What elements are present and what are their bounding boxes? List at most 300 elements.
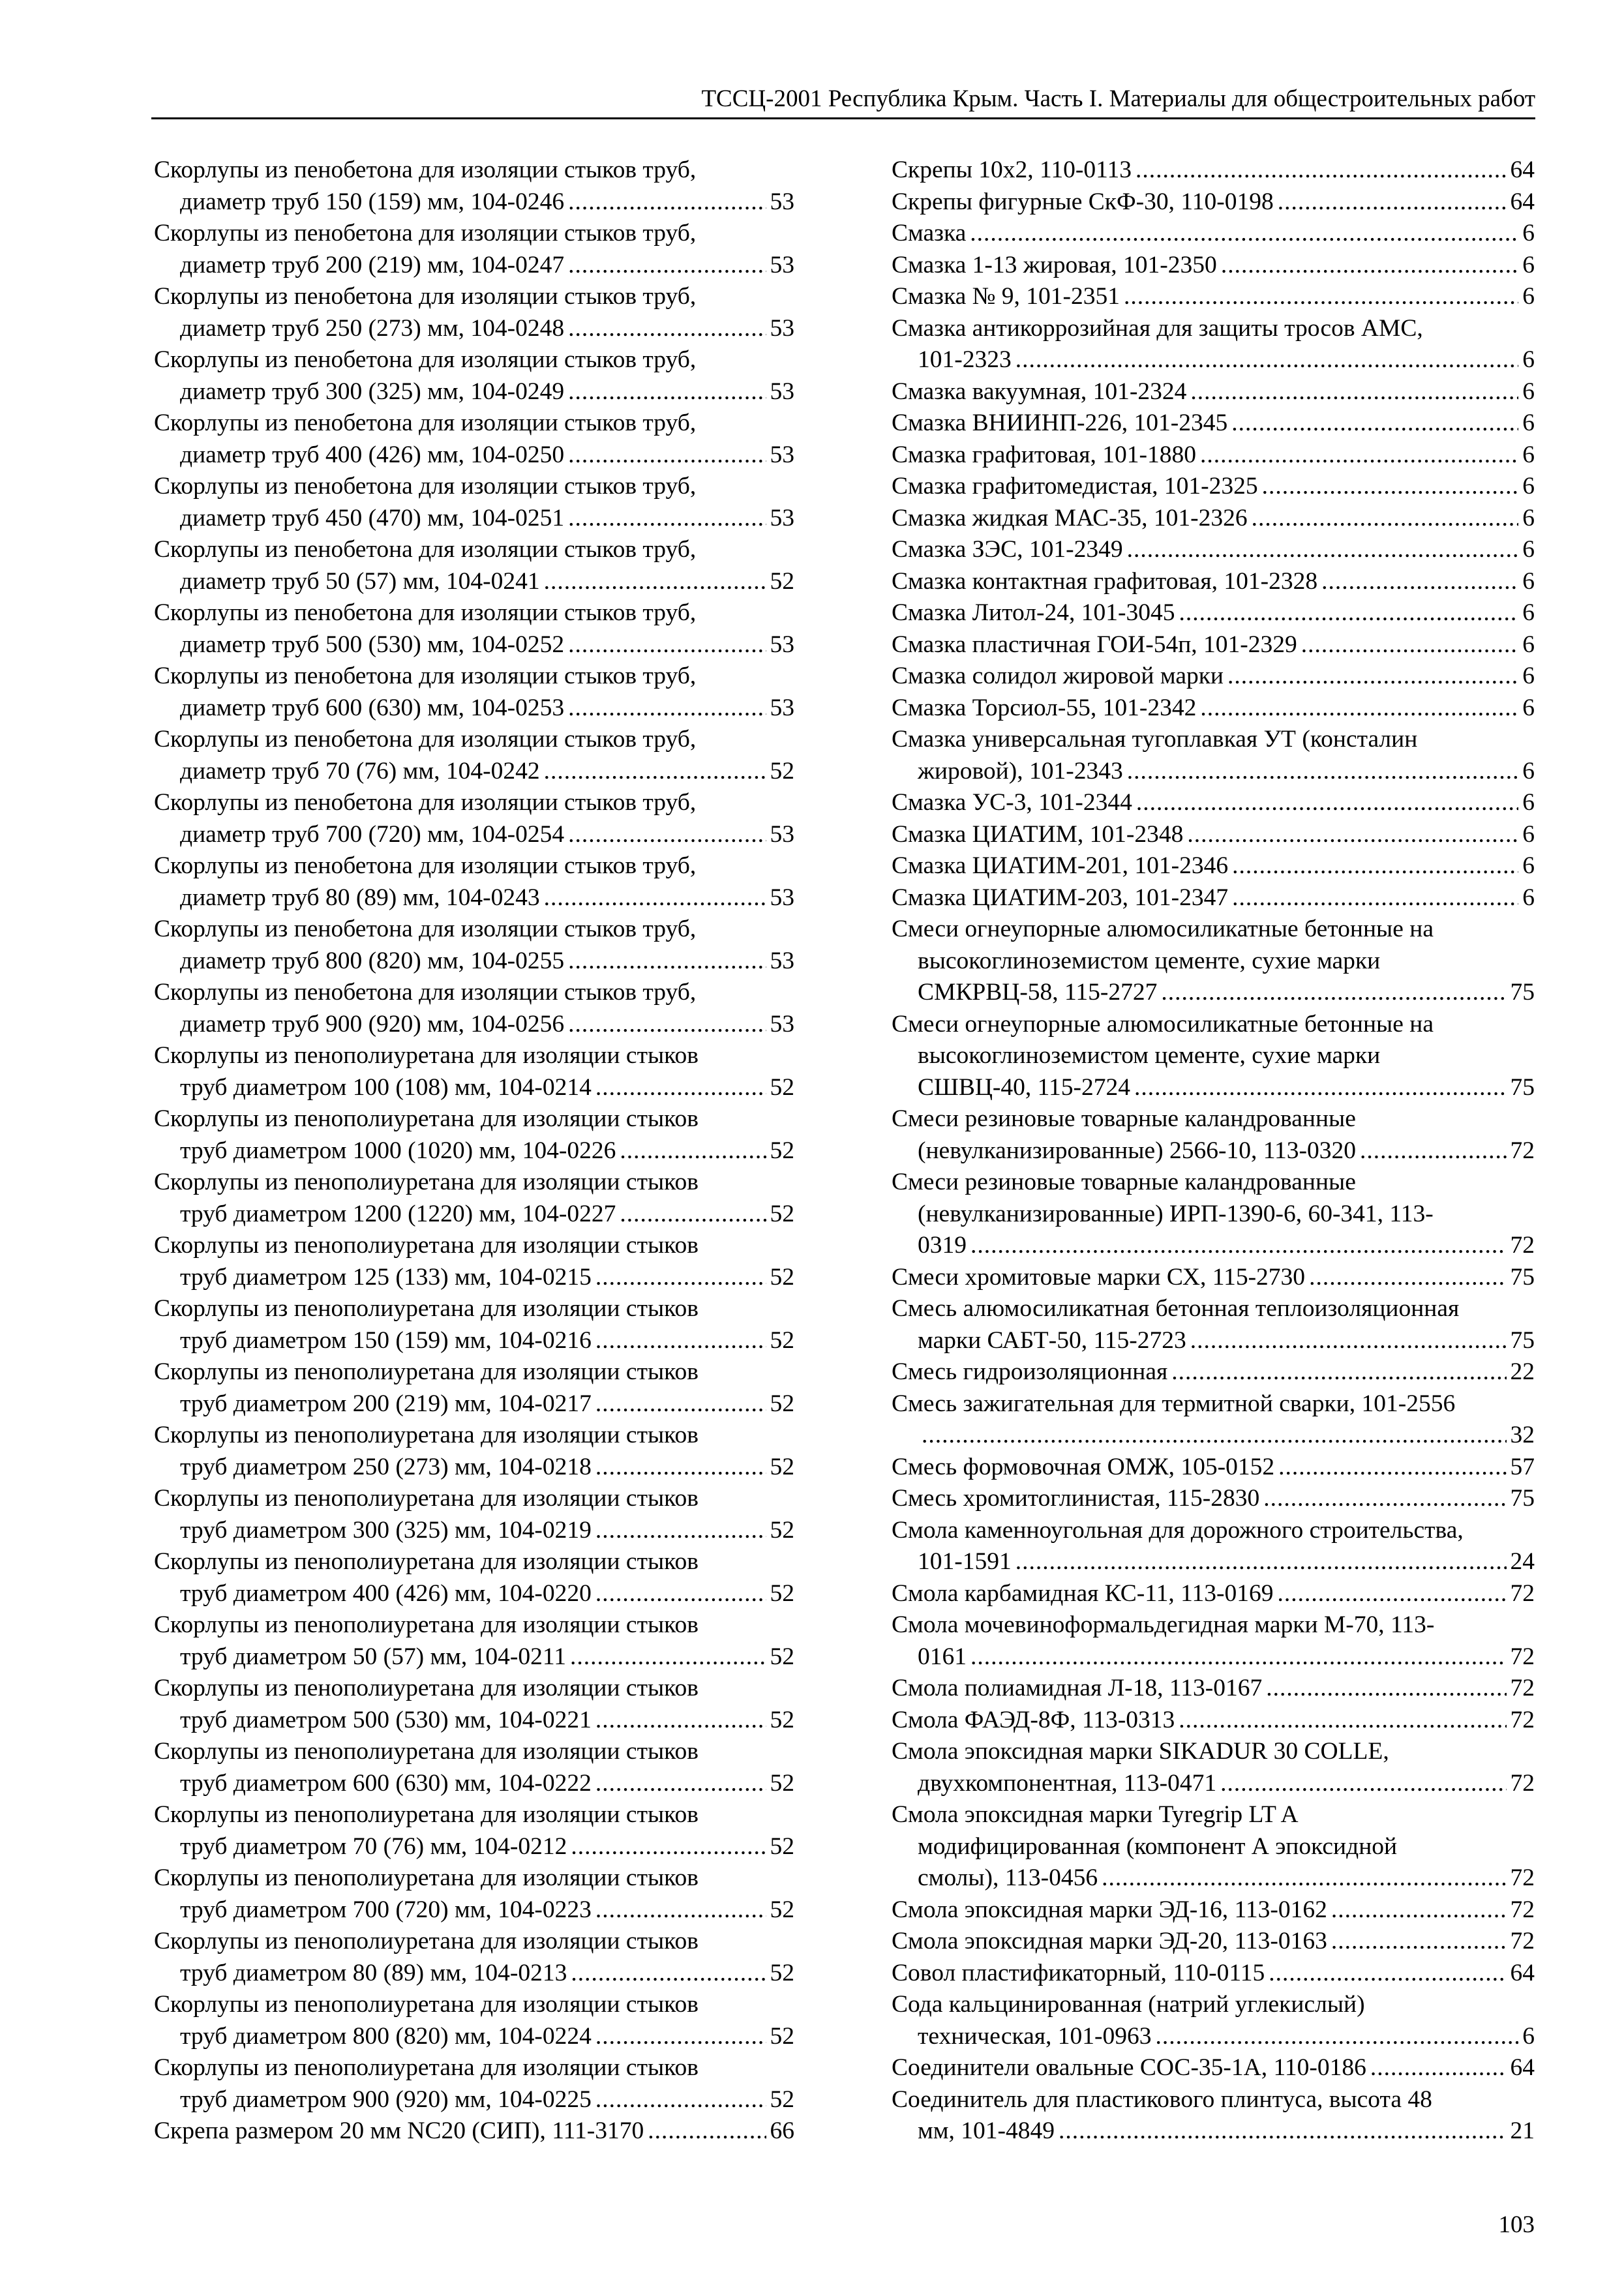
dot-leader bbox=[970, 1230, 1507, 1262]
dot-leader bbox=[1301, 629, 1518, 661]
dot-leader bbox=[620, 1135, 766, 1167]
entry-page-number: 72 bbox=[1510, 1706, 1535, 1733]
entry-text: труб диаметром 50 (57) мм, 104-0211 bbox=[180, 1643, 566, 1670]
entry-text: Скорлупы из пенобетона для изоляции стыков труб, bbox=[154, 789, 697, 816]
entry-text: модифицированная (компонент А эпоксидной bbox=[918, 1833, 1398, 1860]
entry-page-number: 52 bbox=[770, 1390, 794, 1417]
index-entry bbox=[154, 1103, 794, 1167]
entry-text: труб диаметром 1000 (1020) мм, 104-0226 bbox=[180, 1137, 616, 1164]
entry-text: 0161 bbox=[918, 1643, 967, 1670]
entry-page-number: 52 bbox=[770, 1833, 794, 1860]
entry-text: Смазка УС-3, 101-2344 bbox=[892, 789, 1132, 816]
dot-leader bbox=[970, 1641, 1507, 1673]
index-entry bbox=[892, 313, 1535, 376]
entry-page-number: 53 bbox=[770, 694, 794, 721]
entry-text: труб диаметром 900 (920) мм, 104-0225 bbox=[180, 2086, 592, 2113]
entry-text: Скорлупы из пенополиуретана для изоляции стыков bbox=[154, 1738, 699, 1765]
dot-leader bbox=[1015, 344, 1519, 376]
entry-text: Смола мочевиноформальдегидная марки М-70, 113- bbox=[892, 1611, 1435, 1638]
entry-page-number: 66 bbox=[770, 2117, 794, 2144]
index-entry bbox=[154, 850, 794, 914]
entry-page-number: 72 bbox=[1510, 1864, 1535, 1891]
entry-page-number: 6 bbox=[1522, 631, 1535, 658]
dot-leader bbox=[544, 882, 766, 914]
index-entry bbox=[892, 629, 1535, 661]
entry-text: Скорлупы из пенополиуретана для изоляции стыков bbox=[154, 1675, 699, 1701]
dot-leader bbox=[1156, 2021, 1519, 2053]
entry-text: диаметр труб 500 (530) мм, 104-0252 bbox=[180, 631, 565, 658]
entry-text: Скорлупы из пенополиуретана для изоляции стыков bbox=[154, 1548, 699, 1575]
entry-page-number: 75 bbox=[1510, 1485, 1535, 1512]
entry-text: Совол пластификаторный, 110-0115 bbox=[892, 1959, 1265, 1986]
entry-page-number: 6 bbox=[1522, 694, 1535, 721]
entry-text: мм, 101-4849 bbox=[918, 2117, 1055, 2144]
entry-text: Смазка антикоррозийная для защиты тросов АМС, bbox=[892, 314, 1423, 342]
entry-text: Скорлупы из пенобетона для изоляции стыков труб, bbox=[154, 346, 697, 373]
dot-leader bbox=[1309, 1262, 1506, 1294]
entry-page-number: 6 bbox=[1522, 441, 1535, 468]
entry-text: труб диаметром 800 (820) мм, 104-0224 bbox=[180, 2022, 592, 2050]
entry-text: диаметр труб 150 (159) мм, 104-0246 bbox=[180, 188, 565, 215]
entry-page-number: 64 bbox=[1510, 2054, 1535, 2081]
index-entry bbox=[892, 1388, 1535, 1452]
entry-page-number: 6 bbox=[1522, 757, 1535, 785]
dot-leader bbox=[568, 946, 766, 978]
entry-page-number: 6 bbox=[1522, 663, 1535, 689]
entry-text: Скорлупы из пенополиуретана для изоляции стыков bbox=[154, 1232, 699, 1259]
entry-page-number: 72 bbox=[1510, 1896, 1535, 1923]
index-entry bbox=[892, 155, 1535, 187]
entry-text: высокоглиноземистом цементе, сухие марки bbox=[918, 1042, 1381, 1069]
entry-page-number: 6 bbox=[1522, 346, 1535, 373]
dot-leader bbox=[1232, 850, 1518, 882]
entry-text: Скорлупы из пенополиуретана для изоляции стыков bbox=[154, 1611, 699, 1638]
dot-leader bbox=[568, 376, 766, 408]
entry-text: Смеси резиновые товарные каландрованные bbox=[892, 1105, 1356, 1132]
dot-leader bbox=[1015, 1546, 1507, 1578]
dot-leader bbox=[1231, 408, 1518, 440]
entry-text: Скорлупы из пенобетона для изоляции стыков труб, bbox=[154, 979, 697, 1006]
index-entry bbox=[892, 1926, 1535, 1958]
entry-text: Скорлупы из пенобетона для изоляции стыков труб, bbox=[154, 726, 697, 753]
index-entry bbox=[892, 1356, 1535, 1388]
index-entry bbox=[892, 1483, 1535, 1515]
index-entry bbox=[892, 1293, 1535, 1356]
index-entry bbox=[892, 724, 1535, 787]
entry-page-number: 6 bbox=[1522, 220, 1535, 247]
entry-page-number: 53 bbox=[770, 378, 794, 405]
index-entry bbox=[892, 1673, 1535, 1705]
index-entry bbox=[154, 218, 794, 281]
entry-page-number: 52 bbox=[770, 757, 794, 785]
entry-page-number: 53 bbox=[770, 820, 794, 848]
index-entry bbox=[892, 2052, 1535, 2084]
entry-text: Смазка графитовая, 101-1880 bbox=[892, 441, 1196, 468]
index-entry bbox=[892, 693, 1535, 725]
index-entry bbox=[154, 1799, 794, 1863]
index-entry bbox=[892, 1736, 1535, 1799]
entry-text: Смесь гидроизоляционная bbox=[892, 1358, 1168, 1385]
dot-leader bbox=[1321, 566, 1518, 598]
entry-text: Смесь формовочная ОМЖ, 105-0152 bbox=[892, 1453, 1275, 1480]
entry-text: Смола эпоксидная марки ЭД-16, 113-0162 bbox=[892, 1896, 1327, 1923]
entry-text: диаметр труб 700 (720) мм, 104-0254 bbox=[180, 820, 565, 848]
index-entry bbox=[892, 503, 1535, 535]
entry-text: Скорлупы из пенополиуретана для изоляции стыков bbox=[154, 1991, 699, 2018]
index-entry bbox=[154, 977, 794, 1040]
entry-text: Скорлупы из пенополиуретана для изоляции стыков bbox=[154, 1105, 699, 1132]
entry-page-number: 52 bbox=[770, 2086, 794, 2113]
dot-leader bbox=[1135, 155, 1507, 187]
entry-text: жировой), 101-2343 bbox=[918, 757, 1123, 785]
entry-text: Смеси огнеупорные алюмосиликатные бетонные на bbox=[892, 916, 1434, 942]
entry-text: диаметр труб 80 (89) мм, 104-0243 bbox=[180, 884, 540, 911]
index-entry bbox=[154, 1420, 794, 1483]
entry-page-number: 24 bbox=[1510, 1548, 1535, 1575]
entry-page-number: 6 bbox=[1522, 567, 1535, 595]
dot-leader bbox=[595, 1515, 766, 1547]
entry-text: Смола полиамидная Л-18, 113-0167 bbox=[892, 1675, 1263, 1701]
dot-leader bbox=[970, 218, 1518, 250]
entry-page-number: 52 bbox=[770, 1263, 794, 1291]
index-entry bbox=[154, 1736, 794, 1799]
dot-leader bbox=[595, 1325, 766, 1357]
entry-page-number: 53 bbox=[770, 1010, 794, 1038]
dot-leader bbox=[1200, 440, 1518, 471]
dot-leader bbox=[1331, 1926, 1507, 1958]
entry-text: Смазка ЦИАТИМ, 101-2348 bbox=[892, 820, 1184, 848]
entry-text: Смола эпоксидная марки Tyregrip LT A bbox=[892, 1801, 1299, 1828]
dot-leader bbox=[1278, 187, 1507, 218]
dot-leader bbox=[544, 756, 766, 788]
dot-leader bbox=[595, 1262, 766, 1294]
dot-leader bbox=[568, 629, 766, 661]
entry-text: труб диаметром 100 (108) мм, 104-0214 bbox=[180, 1073, 592, 1101]
index-entry bbox=[892, 787, 1535, 819]
entry-text: Скрепа размером 20 мм NC20 (СИП), 111-3170 bbox=[154, 2117, 644, 2144]
entry-text: труб диаметром 80 (89) мм, 104-0213 bbox=[180, 1959, 567, 1986]
entry-text: Смола эпоксидная марки ЭД-20, 113-0163 bbox=[892, 1928, 1327, 1954]
dot-leader bbox=[595, 1452, 766, 1484]
dot-leader bbox=[1269, 1958, 1506, 1990]
index-entry bbox=[892, 1452, 1535, 1484]
entry-text: труб диаметром 400 (426) мм, 104-0220 bbox=[180, 1579, 592, 1607]
index-entry bbox=[892, 1958, 1535, 1990]
index-entry bbox=[892, 376, 1535, 408]
dot-leader bbox=[1187, 819, 1518, 851]
entry-page-number: 6 bbox=[1522, 2022, 1535, 2050]
index-entry bbox=[154, 787, 794, 850]
dot-leader bbox=[1171, 1356, 1506, 1388]
entry-text: труб диаметром 500 (530) мм, 104-0221 bbox=[180, 1706, 592, 1733]
entry-page-number: 6 bbox=[1522, 820, 1535, 848]
entry-page-number: 64 bbox=[1510, 157, 1535, 183]
entry-page-number: 52 bbox=[770, 1137, 794, 1164]
entry-page-number: 53 bbox=[770, 314, 794, 342]
entry-text: Скорлупы из пенополиуретана для изоляции стыков bbox=[154, 1422, 699, 1448]
dot-leader bbox=[1278, 1452, 1506, 1484]
entry-text: труб диаметром 150 (159) мм, 104-0216 bbox=[180, 1326, 592, 1354]
entry-page-number: 22 bbox=[1510, 1358, 1535, 1385]
entry-text: Смазка графитомедистая, 101-2325 bbox=[892, 473, 1258, 500]
index-entry bbox=[154, 534, 794, 597]
entry-text: Смола карбамидная КС-11, 113-0169 bbox=[892, 1579, 1274, 1607]
entry-text: труб диаметром 300 (325) мм, 104-0219 bbox=[180, 1516, 592, 1544]
entry-text: Скорлупы из пенополиуретана для изоляции стыков bbox=[154, 2054, 699, 2081]
entry-text: марки САБТ-50, 115-2723 bbox=[918, 1326, 1186, 1354]
dot-leader bbox=[595, 1578, 766, 1610]
entry-text: Смазка bbox=[892, 220, 967, 247]
dot-leader bbox=[568, 503, 766, 535]
entry-text: Смазка ЦИАТИМ-201, 101-2346 bbox=[892, 852, 1229, 879]
entry-text: Скорлупы из пенобетона для изоляции стыков труб, bbox=[154, 157, 697, 183]
entry-page-number: 52 bbox=[770, 2022, 794, 2050]
dot-leader bbox=[544, 566, 766, 598]
entry-page-number: 52 bbox=[770, 1326, 794, 1354]
dot-leader bbox=[1127, 534, 1519, 566]
dot-leader bbox=[595, 1894, 766, 1926]
entry-text: смолы), 113-0456 bbox=[918, 1864, 1098, 1891]
entry-text: труб диаметром 200 (219) мм, 104-0217 bbox=[180, 1390, 592, 1417]
index-entry bbox=[154, 1040, 794, 1103]
entry-text: диаметр труб 70 (76) мм, 104-0242 bbox=[180, 757, 540, 785]
index-entry bbox=[154, 1483, 794, 1546]
dot-leader bbox=[568, 693, 766, 725]
index-entry bbox=[892, 408, 1535, 440]
entry-page-number: 72 bbox=[1510, 1643, 1535, 1670]
entry-text: Смазка пластичная ГОИ-54п, 101-2329 bbox=[892, 631, 1297, 658]
entry-text: Смесь алюмосиликатная бетонная теплоизоляционная bbox=[892, 1295, 1460, 1322]
entry-page-number: 53 bbox=[770, 884, 794, 911]
dot-leader bbox=[595, 2021, 766, 2053]
entry-text: Скорлупы из пенобетона для изоляции стыков труб, bbox=[154, 916, 697, 942]
dot-leader bbox=[620, 1199, 766, 1231]
entry-text: Смазка жидкая МАС-35, 101-2326 bbox=[892, 504, 1248, 531]
index-entry bbox=[892, 1894, 1535, 1926]
dot-leader bbox=[1227, 661, 1518, 693]
dot-leader bbox=[570, 1641, 766, 1673]
entry-page-number: 6 bbox=[1522, 473, 1535, 500]
entry-text: диаметр труб 50 (57) мм, 104-0241 bbox=[180, 567, 540, 595]
entry-text: Скорлупы из пенобетона для изоляции стыков труб, bbox=[154, 599, 697, 626]
dot-leader bbox=[1266, 1673, 1506, 1705]
entry-text: Скорлупы из пенобетона для изоляции стыков труб, bbox=[154, 410, 697, 436]
entry-text: Скорлупы из пенополиуретана для изоляции стыков bbox=[154, 1485, 699, 1512]
index-entry bbox=[892, 819, 1535, 851]
index-entry bbox=[892, 187, 1535, 218]
dot-leader bbox=[1360, 1135, 1506, 1167]
dot-leader bbox=[568, 440, 766, 471]
entry-text: Смазка вакуумная, 101-2324 bbox=[892, 378, 1187, 405]
entry-page-number: 53 bbox=[770, 251, 794, 278]
entry-page-number: 72 bbox=[1510, 1928, 1535, 1954]
entry-text: Смеси хромитовые марки СХ, 115-2730 bbox=[892, 1263, 1306, 1291]
index-entry bbox=[154, 1673, 794, 1736]
index-entry bbox=[892, 218, 1535, 250]
dot-leader bbox=[1059, 2116, 1507, 2147]
index-entry bbox=[892, 1009, 1535, 1104]
entry-text: Смазка Торсиол-55, 101-2342 bbox=[892, 694, 1197, 721]
entry-text: Соединители овальные СОС-35-1А, 110-0186 bbox=[892, 2054, 1366, 2081]
entry-text: Скорлупы из пенополиуретана для изоляции стыков bbox=[154, 1169, 699, 1195]
index-entry bbox=[892, 281, 1535, 313]
entry-page-number: 75 bbox=[1510, 979, 1535, 1006]
entry-text: Скорлупы из пенобетона для изоляции стыков труб, bbox=[154, 536, 697, 563]
entry-text: Сода кальцинированная (натрий углекислый) bbox=[892, 1991, 1365, 2018]
index-entry bbox=[892, 850, 1535, 882]
entry-page-number: 75 bbox=[1510, 1263, 1535, 1291]
entry-text: Смесь зажигательная для термитной сварки, 101-2556 bbox=[892, 1390, 1456, 1417]
index-entry bbox=[892, 2084, 1535, 2147]
entry-page-number: 53 bbox=[770, 947, 794, 974]
entry-text: Смазка универсальная тугоплавкая УТ (консталин bbox=[892, 726, 1418, 753]
entry-page-number: 6 bbox=[1522, 283, 1535, 310]
index-entry bbox=[154, 1230, 794, 1293]
entry-text: Смазка ЦИАТИМ-203, 101-2347 bbox=[892, 884, 1229, 911]
entry-page-number: 6 bbox=[1522, 789, 1535, 816]
entry-text: Смесь хромитоглинистая, 115-2830 bbox=[892, 1485, 1260, 1512]
index-entry bbox=[892, 440, 1535, 471]
entry-text: Скорлупы из пенобетона для изоляции стыков труб, bbox=[154, 283, 697, 310]
entry-text: Смола ФАЭД-8Ф, 113-0313 bbox=[892, 1706, 1175, 1733]
entry-page-number: 6 bbox=[1522, 410, 1535, 436]
entry-text: диаметр труб 250 (273) мм, 104-0248 bbox=[180, 314, 565, 342]
entry-text: высокоглиноземистом цементе, сухие марки bbox=[918, 947, 1381, 974]
entry-page-number: 53 bbox=[770, 504, 794, 531]
header-title: ТССЦ-2001 Республика Крым. Часть I. Материалы для общестроительных работ bbox=[701, 85, 1535, 112]
entry-text: труб диаметром 700 (720) мм, 104-0223 bbox=[180, 1896, 592, 1923]
entry-page-number: 64 bbox=[1510, 188, 1535, 215]
entry-text: диаметр труб 400 (426) мм, 104-0250 bbox=[180, 441, 565, 468]
entry-page-number: 52 bbox=[770, 1643, 794, 1670]
dot-leader bbox=[1262, 471, 1519, 503]
entry-page-number: 21 bbox=[1510, 2117, 1535, 2144]
entry-page-number: 52 bbox=[770, 1073, 794, 1101]
entry-text: диаметр труб 800 (820) мм, 104-0255 bbox=[180, 947, 565, 974]
entry-page-number: 52 bbox=[770, 1516, 794, 1544]
entry-text: Смола каменноугольная для дорожного строительства, bbox=[892, 1516, 1464, 1544]
index-entry bbox=[154, 1167, 794, 1230]
entry-page-number: 64 bbox=[1510, 1959, 1535, 1986]
dot-leader bbox=[1134, 1072, 1506, 1104]
entry-text: труб диаметром 600 (630) мм, 104-0222 bbox=[180, 1769, 592, 1797]
entry-text: Смазка Литол-24, 101-3045 bbox=[892, 599, 1175, 626]
entry-page-number: 72 bbox=[1510, 1232, 1535, 1259]
entry-text: Смазка солидол жировой марки bbox=[892, 663, 1224, 689]
dot-leader bbox=[1102, 1863, 1506, 1894]
index-entry bbox=[154, 597, 794, 661]
entry-page-number: 52 bbox=[770, 1579, 794, 1607]
entry-text: СМКРВЦ-58, 115-2727 bbox=[918, 979, 1158, 1006]
entry-text: труб диаметром 70 (76) мм, 104-0212 bbox=[180, 1833, 567, 1860]
entry-text: труб диаметром 125 (133) мм, 104-0215 bbox=[180, 1263, 592, 1291]
dot-leader bbox=[1127, 756, 1519, 788]
index-entry bbox=[892, 250, 1535, 282]
entry-text: Смеси огнеупорные алюмосиликатные бетонные на bbox=[892, 1010, 1434, 1038]
entry-text: диаметр труб 300 (325) мм, 104-0249 bbox=[180, 378, 565, 405]
entry-text: 0319 bbox=[918, 1232, 967, 1259]
index-entry bbox=[892, 882, 1535, 914]
entry-text: Скорлупы из пенополиуретана для изоляции стыков bbox=[154, 1358, 699, 1385]
index-entry bbox=[154, 1356, 794, 1420]
entry-page-number: 72 bbox=[1510, 1769, 1535, 1797]
index-entry bbox=[892, 1103, 1535, 1167]
entry-page-number: 53 bbox=[770, 441, 794, 468]
entry-text: техническая, 101-0963 bbox=[918, 2022, 1152, 2050]
index-entry bbox=[892, 1609, 1535, 1673]
dot-leader bbox=[1252, 503, 1519, 535]
entry-page-number: 6 bbox=[1522, 884, 1535, 911]
index-entry bbox=[892, 1989, 1535, 2052]
index-entry bbox=[892, 661, 1535, 693]
entry-page-number: 52 bbox=[770, 1896, 794, 1923]
entry-text: Смазка ЗЭС, 101-2349 bbox=[892, 536, 1123, 563]
index-entry bbox=[154, 2052, 794, 2116]
index-entry bbox=[892, 1515, 1535, 1578]
entry-text: диаметр труб 600 (630) мм, 104-0253 bbox=[180, 694, 565, 721]
dot-leader bbox=[648, 2116, 766, 2147]
dot-leader bbox=[571, 1831, 766, 1863]
dot-leader bbox=[1161, 977, 1506, 1009]
index-entry bbox=[154, 408, 794, 471]
dot-leader bbox=[568, 313, 766, 345]
entry-page-number: 75 bbox=[1510, 1073, 1535, 1101]
entry-page-number: 52 bbox=[770, 1706, 794, 1733]
index-entry bbox=[892, 1262, 1535, 1294]
index-entry bbox=[892, 1799, 1535, 1894]
index-entry bbox=[892, 471, 1535, 503]
dot-leader bbox=[568, 187, 766, 218]
dot-leader bbox=[1190, 376, 1518, 408]
dot-leader bbox=[922, 1420, 1507, 1452]
dot-leader bbox=[1331, 1894, 1507, 1926]
entry-text: Скорлупы из пенобетона для изоляции стыков труб, bbox=[154, 663, 697, 689]
entry-page-number: 53 bbox=[770, 631, 794, 658]
entry-page-number: 6 bbox=[1522, 251, 1535, 278]
dot-leader bbox=[568, 250, 766, 282]
index-entry bbox=[154, 1546, 794, 1609]
index-entry bbox=[154, 281, 794, 344]
page-number: 103 bbox=[1498, 2211, 1535, 2238]
entry-text: диаметр труб 900 (920) мм, 104-0256 bbox=[180, 1010, 565, 1038]
entry-page-number: 52 bbox=[770, 1769, 794, 1797]
dot-leader bbox=[1263, 1483, 1506, 1515]
dot-leader bbox=[1190, 1325, 1507, 1357]
dot-leader bbox=[595, 2084, 766, 2116]
dot-leader bbox=[595, 1768, 766, 1800]
entry-text: диаметр труб 450 (470) мм, 104-0251 bbox=[180, 504, 565, 531]
entry-text: Смазка 1-13 жировая, 101-2350 bbox=[892, 251, 1217, 278]
index-entry bbox=[892, 1167, 1535, 1262]
entry-page-number: 57 bbox=[1510, 1453, 1535, 1480]
entry-page-number: 72 bbox=[1510, 1579, 1535, 1607]
entry-page-number: 52 bbox=[770, 1200, 794, 1227]
index-entry bbox=[892, 1705, 1535, 1737]
entry-text: Смазка контактная графитовая, 101-2328 bbox=[892, 567, 1318, 595]
entry-text: Скорлупы из пенополиуретана для изоляции стыков bbox=[154, 1042, 699, 1069]
entry-text: диаметр труб 200 (219) мм, 104-0247 bbox=[180, 251, 565, 278]
dot-leader bbox=[571, 1958, 766, 1990]
entry-text: 101-2323 bbox=[918, 346, 1012, 373]
dot-leader bbox=[1232, 882, 1518, 914]
dot-leader bbox=[1124, 281, 1518, 313]
entry-page-number: 72 bbox=[1510, 1137, 1535, 1164]
dot-leader bbox=[1370, 2052, 1507, 2084]
entry-text: Соединитель для пластикового плинтуса, высота 48 bbox=[892, 2086, 1432, 2113]
entry-text: двухкомпонентная, 113-0471 bbox=[918, 1769, 1217, 1797]
index-entry bbox=[154, 2116, 794, 2147]
index-entry bbox=[154, 471, 794, 534]
